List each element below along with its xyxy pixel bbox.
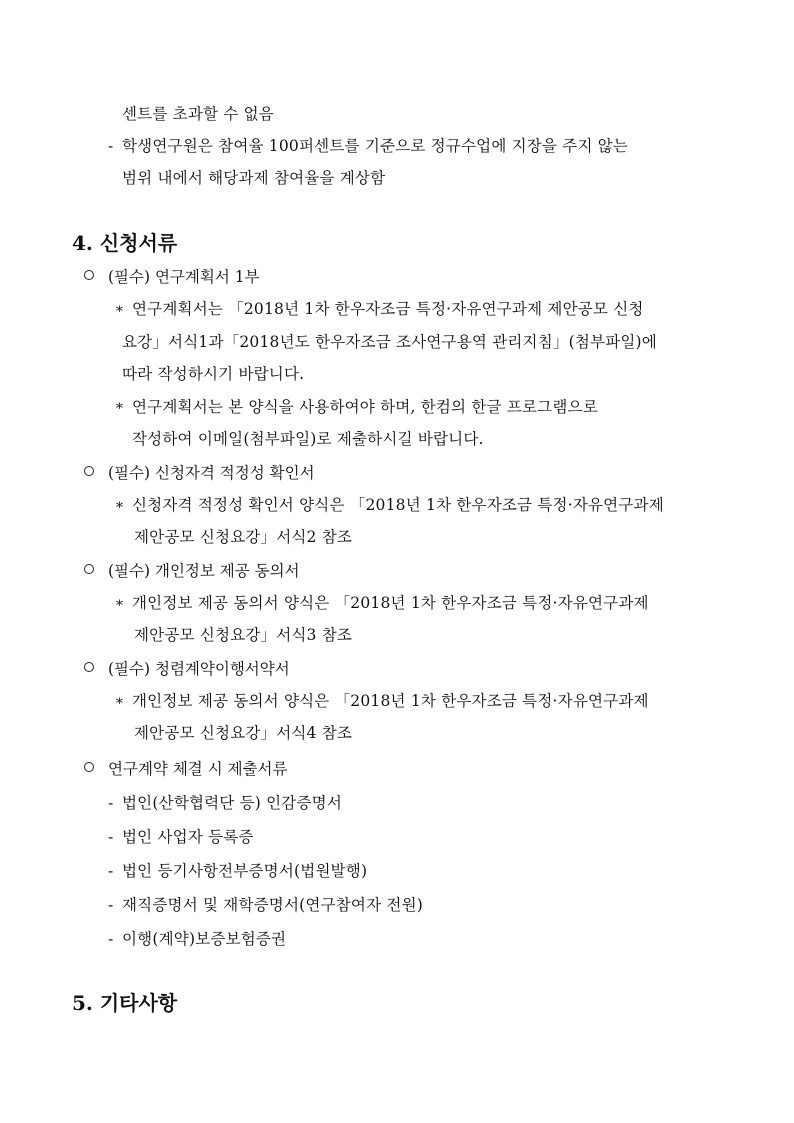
note-line: 제안공모 신청요강」서식2 참조 (134, 528, 353, 546)
dash-marker: - (108, 930, 114, 948)
note-line: 작성하여 이메일(첨부파일)로 제출하시길 바랍니다. (132, 430, 484, 448)
sub-item: 법인 등기사항전부증명서(법원발행) (122, 862, 368, 880)
note-marker: * (116, 500, 123, 516)
dash-marker: - (108, 794, 114, 812)
intro-line-1: 센트를 초과할 수 없음 (122, 105, 274, 123)
circle-bullet-icon (84, 270, 94, 280)
sub-item: 법인 사업자 등록증 (122, 828, 254, 846)
intro-line-2: 학생연구원은 참여율 100퍼센트를 기준으로 정규수업에 지장을 주지 않는 (122, 137, 629, 155)
note-marker: * (116, 304, 123, 320)
dash-marker: - (108, 828, 114, 846)
dash-marker: - (108, 137, 114, 155)
note-marker: * (116, 401, 123, 417)
dash-marker: - (108, 896, 114, 914)
note-marker: * (116, 696, 123, 712)
item-label: 연구계약 체결 시 제출서류 (108, 760, 288, 778)
dash-marker: - (108, 862, 114, 880)
section-5-title: 5. 기타사항 (72, 991, 178, 1015)
note-line: 제안공모 신청요강」서식3 참조 (134, 626, 353, 644)
note-line: 개인정보 제공 동의서 양식은 「2018년 1차 한우자조금 특정·자유연구과제 (132, 692, 649, 710)
section-4-title: 4. 신청서류 (72, 231, 178, 255)
note-line: 연구계획서는 본 양식을 사용하여야 하며, 한컴의 한글 프로그램으로 (132, 398, 598, 416)
item-label: (필수) 신청자격 적정성 확인서 (108, 464, 315, 482)
intro-line-3: 범위 내에서 해당과제 참여율을 계상함 (122, 169, 386, 187)
note-marker: * (116, 598, 123, 614)
sub-item: 이행(계약)보증보험증권 (122, 930, 287, 948)
circle-bullet-icon (84, 466, 94, 476)
circle-bullet-icon (84, 564, 94, 574)
note-line: 제안공모 신청요강」서식4 참조 (134, 724, 353, 742)
circle-bullet-icon (84, 762, 94, 772)
item-label: (필수) 개인정보 제공 동의서 (108, 562, 300, 580)
sub-item: 재직증명서 및 재학증명서(연구참여자 전원) (122, 896, 423, 914)
circle-bullet-icon (84, 662, 94, 672)
note-line: 개인정보 제공 동의서 양식은 「2018년 1차 한우자조금 특정·자유연구과제 (132, 594, 649, 612)
item-label: (필수) 청렴계약이행서약서 (108, 660, 290, 678)
item-label: (필수) 연구계획서 1부 (108, 268, 260, 286)
note-line: 따라 작성하시기 바랍니다. (122, 365, 305, 383)
note-line: 요강」서식1과「2018년도 한우자조금 조사연구용역 관리지침」(첨부파일)에 (122, 333, 657, 351)
sub-item: 법인(산학협력단 등) 인감증명서 (122, 794, 342, 812)
note-line: 연구계획서는 「2018년 1차 한우자조금 특정·자유연구과제 제안공모 신청 (132, 300, 644, 318)
note-line: 신청자격 적정성 확인서 양식은 「2018년 1차 한우자조금 특정·자유연구과제 (132, 496, 664, 514)
